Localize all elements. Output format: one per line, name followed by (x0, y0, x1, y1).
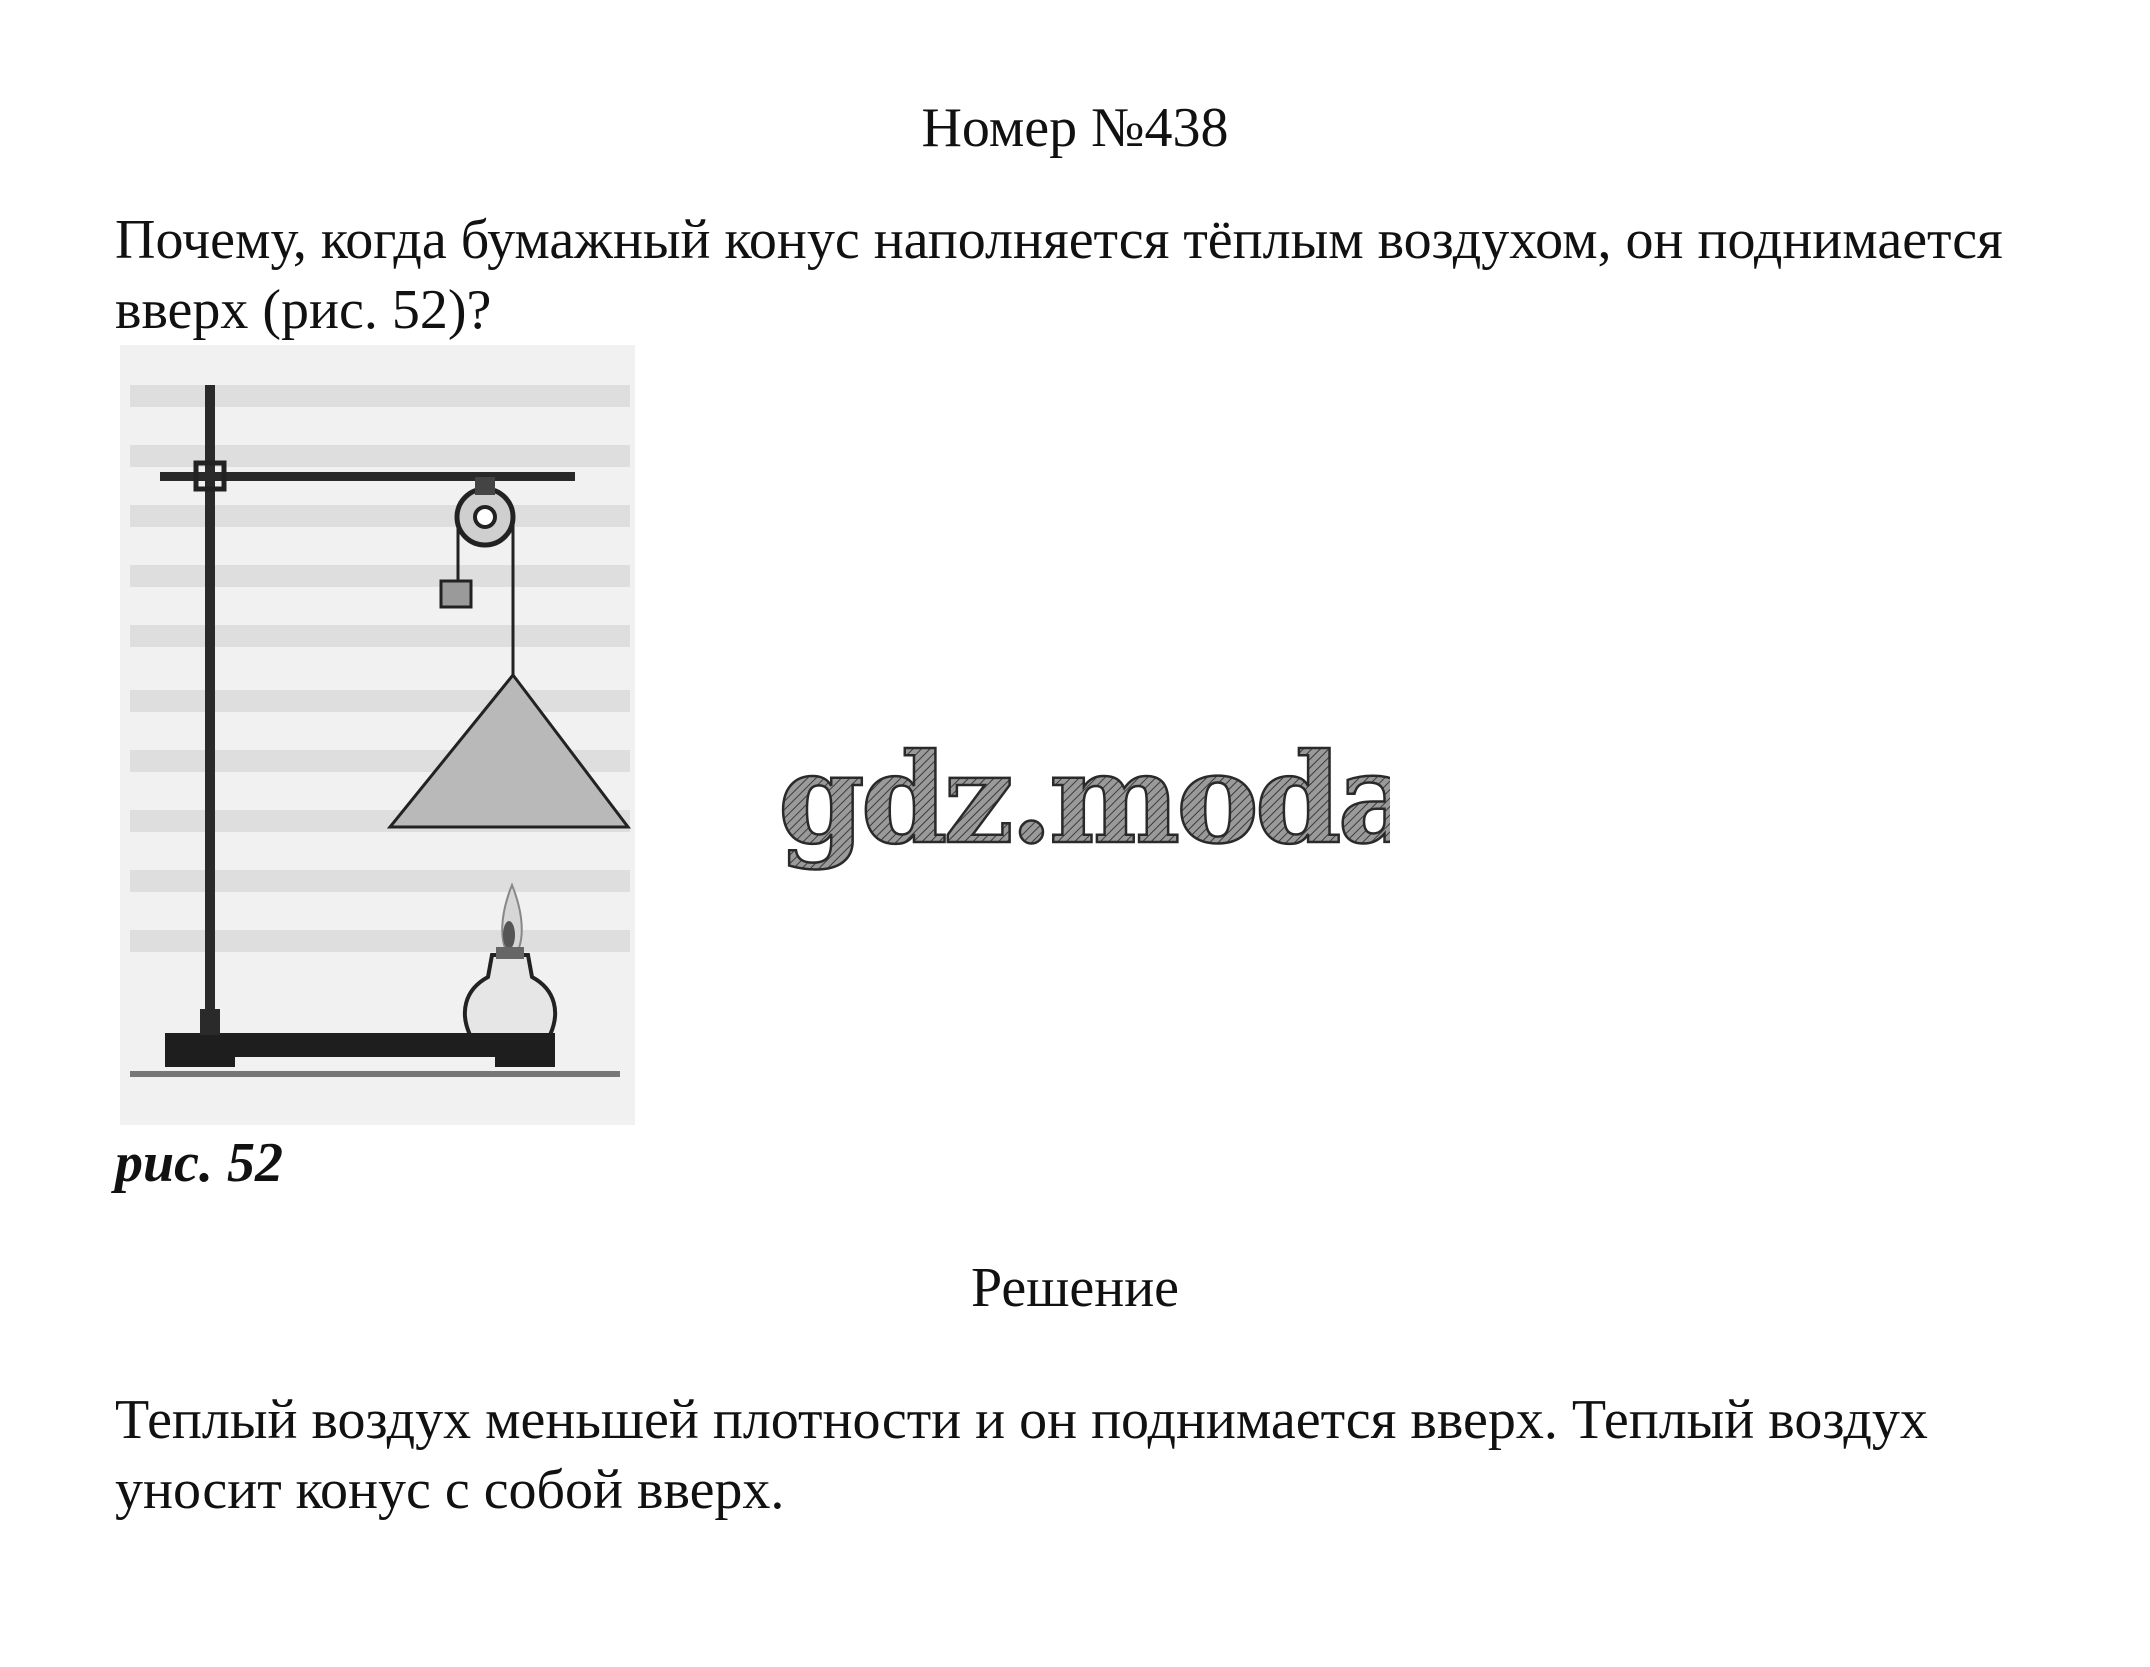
page-title: Номер №438 (921, 97, 1229, 159)
solution-heading: Решение (970, 1257, 1180, 1319)
figure-caption: рис. 52 (115, 1132, 283, 1194)
weight-block (441, 581, 471, 607)
figure-illustration (120, 345, 635, 1125)
watermark-text: gdz.moda (778, 730, 1390, 872)
question-text: Почему, когда бумажный конус наполняется тёплым воздухом, он поднимается вверх (рис. 52)? (115, 209, 2003, 341)
answer-text: Теплый воздух меньшей плотности и он поднимается вверх. Теплый воздух уносит конус с собой вверх. (115, 1389, 1928, 1521)
watermark-logo (770, 730, 1390, 890)
